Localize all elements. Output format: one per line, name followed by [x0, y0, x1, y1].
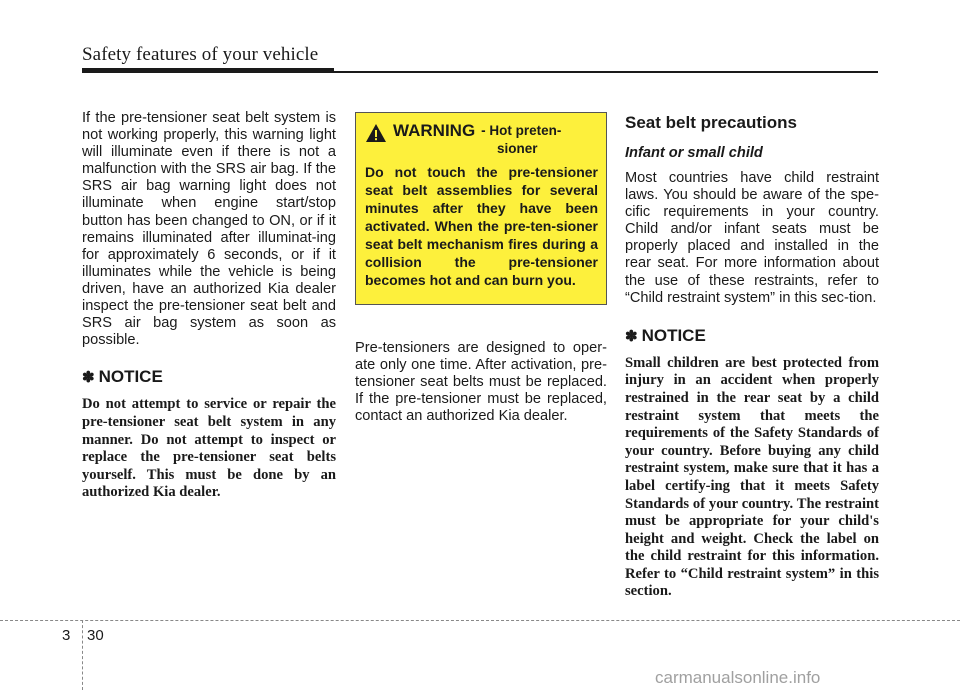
- section-number: 3: [62, 627, 71, 644]
- middle-column: [355, 112, 607, 425]
- watermark: carmanualsonline.info: [655, 668, 821, 687]
- page-header-title: Safety features of your vehicle: [82, 44, 319, 65]
- footer-divider: [0, 620, 960, 621]
- warning-heading: WARNING: [393, 121, 476, 140]
- notice-heading-label: NOTICE: [641, 325, 706, 345]
- warning-box: [355, 112, 607, 305]
- pretensioner-warning-light-paragraph: If the pre-tensioner seat belt system is not working properly, this warning light will illuminate even if there is not a malfunction with the SRS air bag. If the SRS air bag warning light does not illuminate when engine start/stop button has been changed to ON, or if it remains illuminated after illuminat-ing for approximately 6 seconds, or if it illuminates while the vehicle is being driven, have an authorized Kia dealer inspect the pre-tensioner seat belt and SRS air bag system as soon as possible.: [82, 110, 336, 349]
- pretensioner-design-paragraph: Pre-tensioners are designed to oper-ate only one time. After activation, pre-tensioner seat belts must be replaced. If the pre-tensioner must be replaced, contact an authorized Kia dealer.: [355, 340, 607, 425]
- child-restraint-paragraph: Most countries have child restraint laws. You should be aware of the spe-cific requirements in your country. Child and/or infant seats must be properly placed and installed in the rear seat. For more information about the use of these restraints, refer to “Child restraint system” in this sec-tion.: [625, 170, 879, 306]
- section-title: Seat belt precautions: [625, 113, 797, 132]
- subsection-title: Infant or small child: [625, 145, 763, 161]
- notice-heading: [82, 367, 336, 387]
- notice-text: Do not attempt to service or repair the pre-tensioner seat belt system in any manner. Do not attempt to inspect or replace the pre-tensioner seat belts yourself. This must be done by an authorized Kia dealer.: [82, 396, 336, 501]
- notice-mark-icon: ✽: [82, 369, 95, 387]
- footer-vertical-divider: [82, 620, 83, 690]
- warning-subtitle: - Hot preten-: [481, 123, 562, 138]
- page-number: 30: [87, 627, 104, 644]
- warning-text: Do not touch the pre-tensioner seat belt assemblies for several minutes after they have been activated. When the pre-ten-sioner seat belt mechanism fires during a collision the pre-tensioner becomes hot and can burn you.: [365, 164, 598, 288]
- notice-heading: [625, 326, 879, 346]
- header-thin-rule: [82, 71, 878, 73]
- warning-subtitle-continued: sioner: [497, 141, 538, 156]
- warning-header: [365, 121, 598, 143]
- warning-triangle-icon: [365, 123, 387, 143]
- notice-mark-icon: ✽: [625, 327, 638, 345]
- notice-text: Small children are best protected from injury in an accident when properly restrained in the rear seat by a child restraint system that meets the requirements of the Safety Standards of your country. Before buying any child restraint system, make sure that it has a label certify-ing that it meets Safety Standards of your country. The restraint must be appropriate for your child's height and weight. Check the label on the child restraint for this information. Refer to “Child restraint system” in this section.: [625, 354, 879, 600]
- left-column: [82, 110, 336, 502]
- right-column: [625, 110, 879, 601]
- notice-heading-label: NOTICE: [98, 367, 163, 387]
